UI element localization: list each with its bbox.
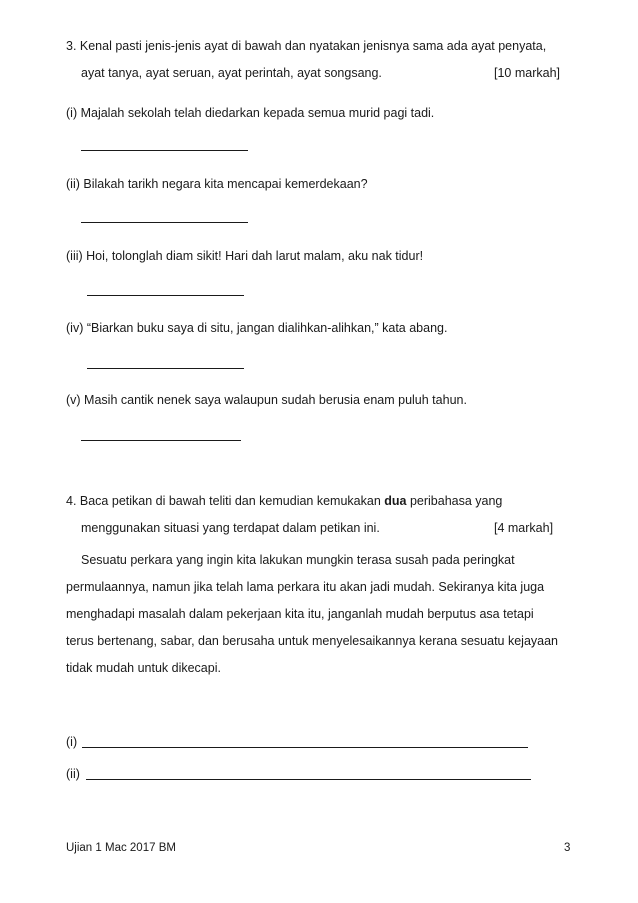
q4-answer-label-ii: (ii) bbox=[66, 767, 80, 781]
q4-passage-line2: permulaannya, namun jika telah lama perkara itu akan jadi mudah. Sekiranya kita juga bbox=[66, 580, 545, 594]
answer-line-q3-ii[interactable] bbox=[81, 222, 248, 223]
q4-passage-line5: tidak mudah untuk dikecapi. bbox=[66, 661, 221, 675]
q3-item-iii: (iii) Hoi, tolonglah diam sikit! Hari dah larut malam, aku nak tidur! bbox=[66, 249, 424, 263]
q4-answer-label-i: (i) bbox=[66, 735, 78, 749]
q4-marks: [4 markah] bbox=[494, 521, 554, 535]
q4-instruction-line2: menggunakan situasi yang terdapat dalam petikan ini. bbox=[81, 521, 380, 535]
answer-line-q3-i[interactable] bbox=[81, 150, 248, 151]
q4-passage-line1: Sesuatu perkara yang ingin kita lakukan mungkin terasa susah pada peringkat bbox=[81, 553, 515, 567]
q3-item-v: (v) Masih cantik nenek saya walaupun sudah berusia enam puluh tahun. bbox=[66, 393, 467, 407]
q4-instruction-emphasis: dua bbox=[384, 494, 407, 508]
q3-instruction-line1: 3. Kenal pasti jenis-jenis ayat di bawah dan nyatakan jenisnya sama ada ayat penyata, bbox=[66, 39, 547, 53]
q4-passage-line3: menghadapi masalah dalam pekerjaan kita itu, janganlah mudah berputus asa tetapi bbox=[66, 607, 534, 621]
q3-item-ii: (ii) Bilakah tarikh negara kita mencapai kemerdekaan? bbox=[66, 177, 368, 191]
answer-line-q3-iv[interactable] bbox=[87, 368, 244, 369]
q3-item-iv: (iv) “Biarkan buku saya di situ, jangan dialihkan-alihkan,” kata abang. bbox=[66, 321, 448, 335]
q3-marks: [10 markah] bbox=[494, 66, 561, 80]
q3-instruction-line2: ayat tanya, ayat seruan, ayat perintah, ayat songsang. bbox=[81, 66, 382, 80]
q4-instruction-text-end: peribahasa yang bbox=[406, 494, 503, 508]
answer-line-q4-i[interactable] bbox=[82, 747, 528, 748]
footer-exam-title: Ujian 1 Mac 2017 BM bbox=[66, 842, 176, 854]
answer-line-q3-v[interactable] bbox=[81, 440, 241, 441]
q3-item-i: (i) Majalah sekolah telah diedarkan kepada semua murid pagi tadi. bbox=[66, 106, 435, 120]
q4-instruction-line1 bbox=[66, 493, 502, 509]
q4-passage-line4: terus bertenang, sabar, dan berusaha untuk menyelesaikannya kerana sesuatu kejayaan bbox=[66, 634, 558, 648]
answer-line-q3-iii[interactable] bbox=[87, 295, 244, 296]
q4-instruction-text: 4. Baca petikan di bawah teliti dan kemudian kemukakan bbox=[66, 494, 385, 508]
page-number: 3 bbox=[564, 842, 571, 854]
answer-line-q4-ii[interactable] bbox=[86, 779, 531, 780]
